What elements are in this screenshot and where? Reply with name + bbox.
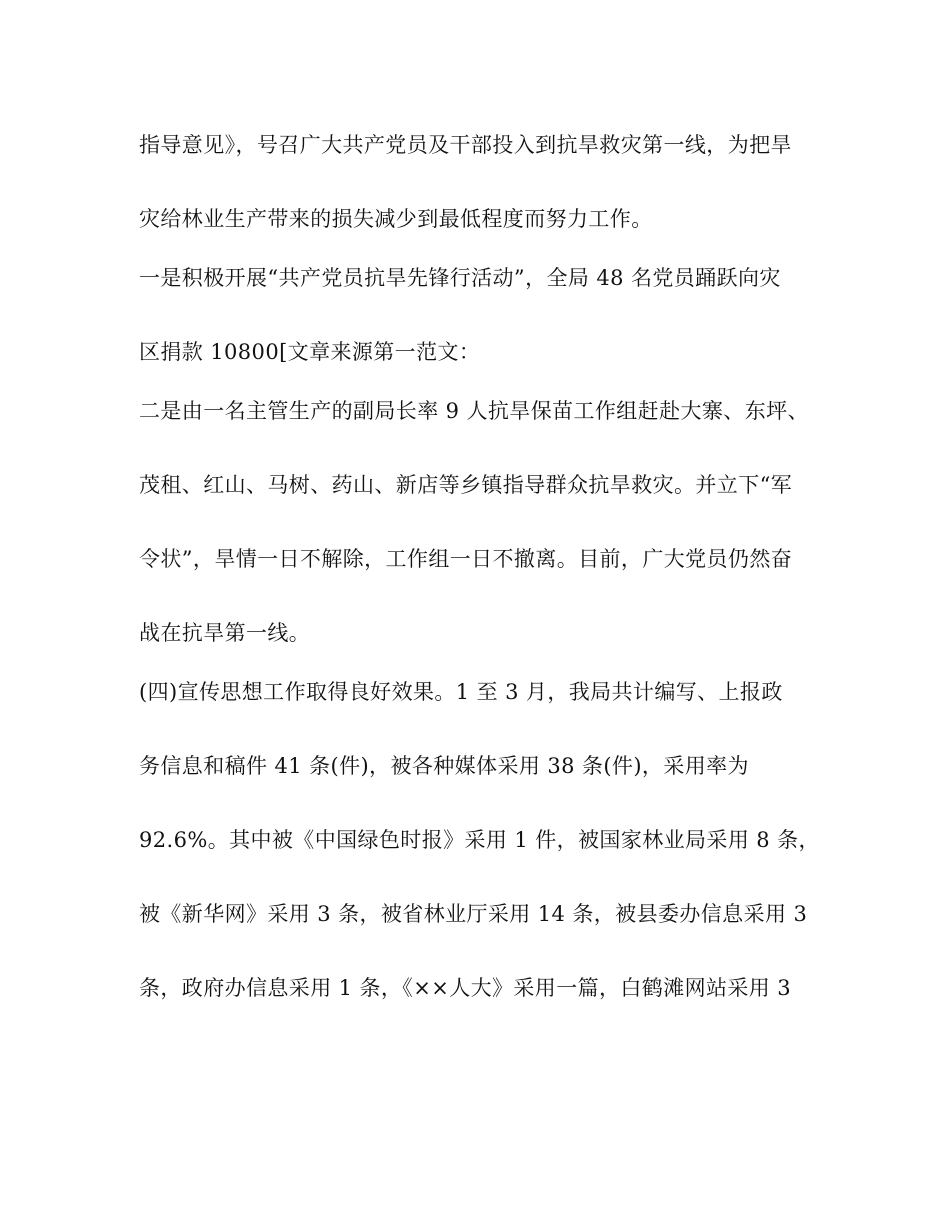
text-line-10: 务信息和稿件 41 条(件)，被各种媒体采用 38 条(件)，采用率为 xyxy=(139,754,749,778)
text-line-13: 条，政府办信息采用 1 条，《××人大》采用一篇，白鹤滩网站采用 3 xyxy=(139,976,792,1000)
text-line-4: 区捐款 10800[文章来源第一范文： xyxy=(139,340,481,364)
text-line-1: 指导意见》，号召广大共产党员及干部投入到抗旱救灾第一线，为把旱 xyxy=(139,133,792,157)
text-line-2: 灾给林业生产带来的损失减少到最低程度而努力工作。 xyxy=(139,207,653,231)
text-line-7: 令状”，旱情一日不解除，工作组一日不撤离。目前，广大党员仍然奋 xyxy=(139,547,793,571)
text-line-8: 战在抗旱第一线。 xyxy=(139,621,311,645)
text-line-12: 被《新华网》采用 3 条，被省林业厅采用 14 条，被县委办信息采用 3 xyxy=(139,902,808,926)
text-line-11: 92.6%。其中被《中国绿色时报》采用 1 件，被国家林业局采用 8 条， xyxy=(139,828,820,852)
text-line-6: 茂租、红山、马树、药山、新店等乡镇指导群众抗旱救灾。并立下“军 xyxy=(139,473,793,497)
text-line-3: 一是积极开展“共产党员抗旱先锋行活动”，全局 48 名党员踊跃向灾 xyxy=(139,266,781,290)
text-line-5: 二是由一名主管生产的副局长率 9 人抗旱保苗工作组赶赴大寨、东坪、 xyxy=(139,399,809,423)
text-line-9: (四)宣传思想工作取得良好效果。1 至 3 月，我局共计编写、上报政 xyxy=(139,680,783,704)
